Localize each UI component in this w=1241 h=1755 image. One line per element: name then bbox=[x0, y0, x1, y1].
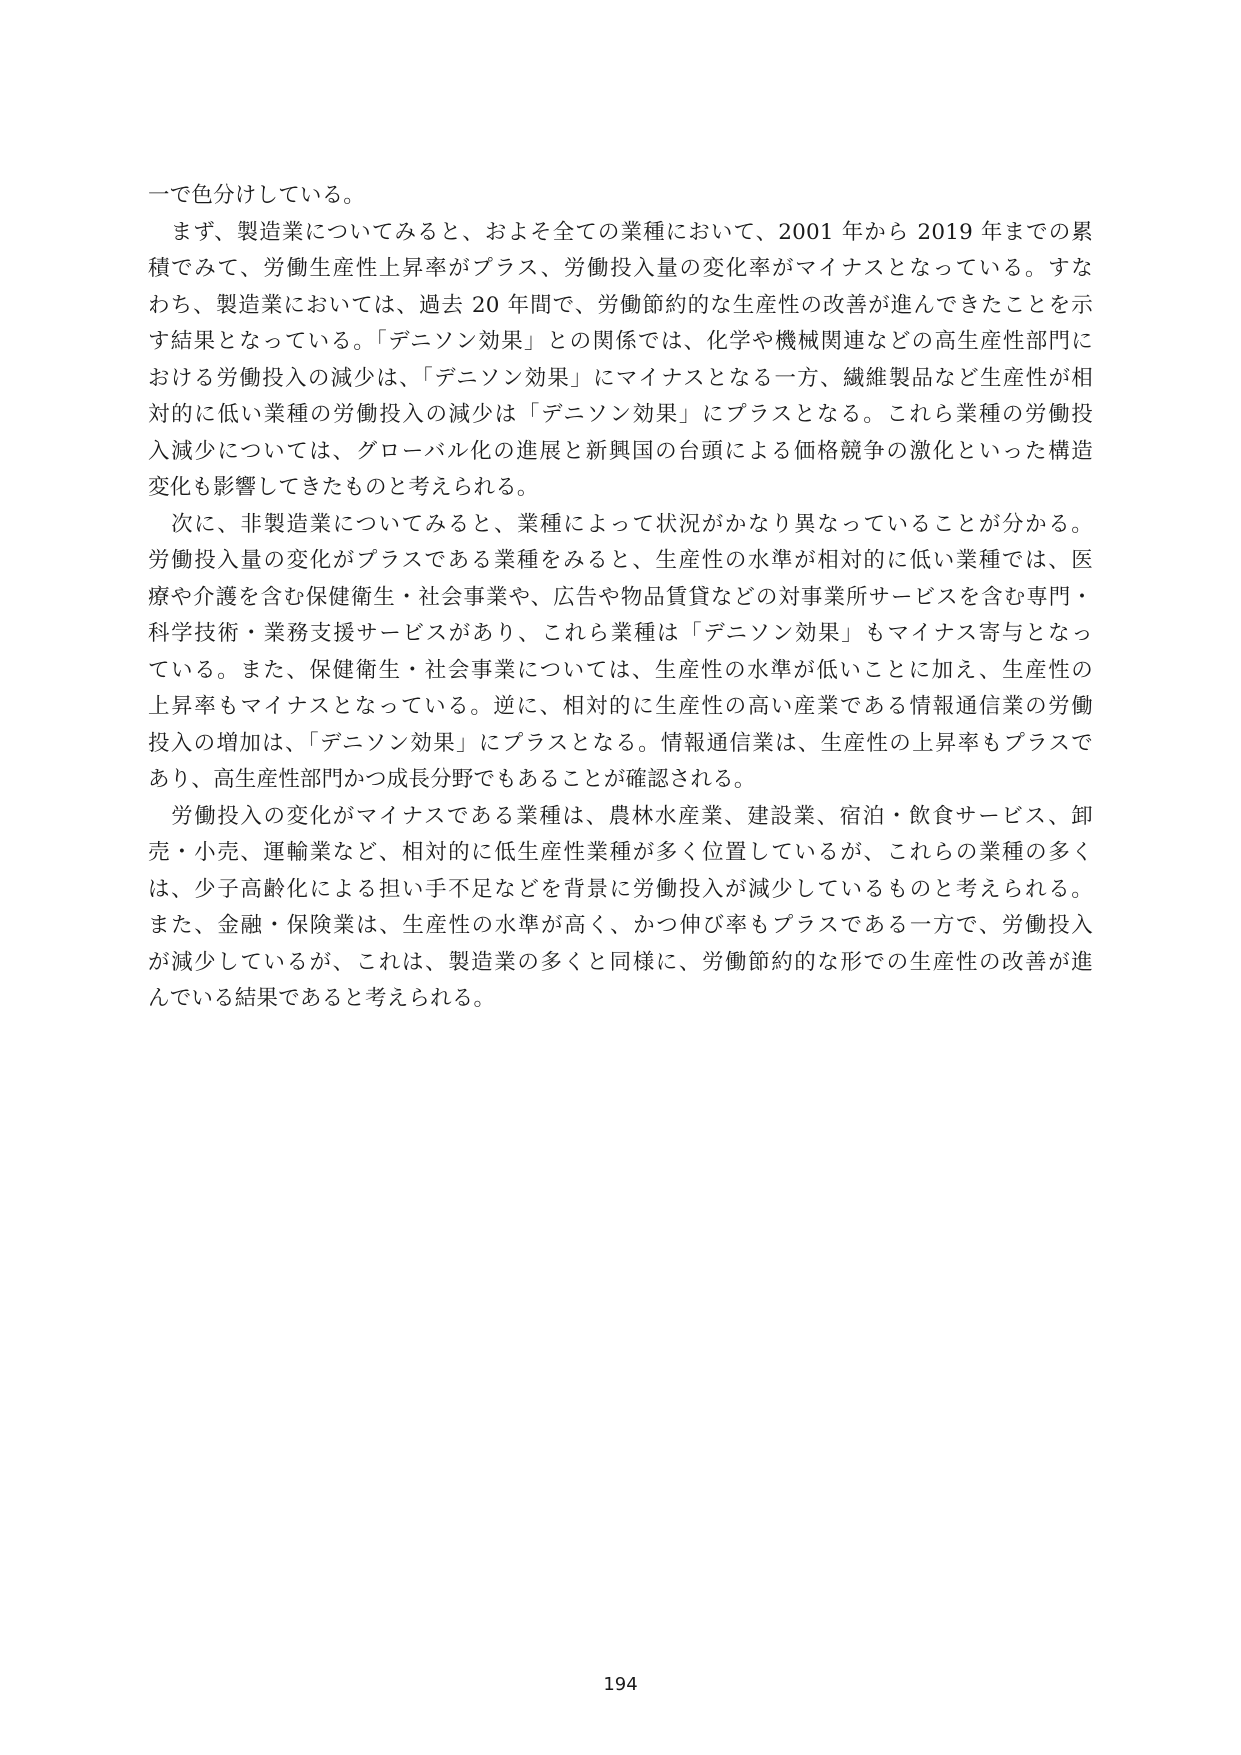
text-line: 売・小売、運輸業など、相対的に低生産性業種が多く位置しているが、これらの業種の多く bbox=[148, 840, 1093, 865]
text-line: 上昇率もマイナスとなっている。逆に、相対的に生産性の高い産業である情報通信業の労働 bbox=[148, 694, 1093, 719]
text-line: 変化も影響してきたものと考えられる。 bbox=[148, 475, 539, 500]
text-line: は、少子高齢化による担い手不足などを背景に労働投入が減少しているものと考えられる。 bbox=[148, 876, 1093, 902]
text-line: 入減少については、グローバル化の進展と新興国の台頭による価格競争の激化といった構造 bbox=[148, 438, 1093, 464]
text-line: また、金融・保険業は、生産性の水準が高く、かつ伸び率もプラスである一方で、労働投入 bbox=[148, 913, 1093, 938]
text-line: 療や介護を含む保健衛生・社会事業や、広告や物品賃貸などの対事業所サービスを含む専門・ bbox=[148, 584, 1093, 610]
text-line: 次に、非製造業についてみると、業種によって状況がかなり異なっていることが分かる。 bbox=[148, 511, 1093, 537]
text-line: 投入の増加は、「デニソン効果」にプラスとなる。情報通信業は、生産性の上昇率もプラスで bbox=[148, 730, 1093, 756]
text-line: わち、製造業においては、過去 20 年間で、労働節約的な生産性の改善が進んできたことを示 bbox=[148, 292, 1093, 318]
text-line: あり、高生産性部門かつ成長分野でもあることが確認される。 bbox=[148, 767, 756, 792]
text-line: おける労働投入の減少は、「デニソン効果」にマイナスとなる一方、繊維製品など生産性が相 bbox=[148, 365, 1093, 391]
page-number: 194 bbox=[603, 1674, 638, 1695]
text-line: 積でみて、労働生産性上昇率がプラス、労働投入量の変化率がマイナスとなっている。すな bbox=[148, 256, 1093, 281]
text-line: 一で色分けしている。 bbox=[148, 183, 366, 208]
text-line: 科学技術・業務支援サービスがあり、これら業種は「デニソン効果」もマイナス寄与となっ bbox=[148, 621, 1093, 646]
body-text bbox=[148, 178, 1093, 1018]
text-line: ている。また、保健衛生・社会事業については、生産性の水準が低いことに加え、生産性の bbox=[148, 657, 1093, 683]
text-line: す結果となっている。「デニソン効果」との関係では、化学や機械関連などの高生産性部門に bbox=[148, 329, 1093, 354]
text-line: 労働投入の変化がマイナスである業種は、農林水産業、建設業、宿泊・飲食サービス、卸 bbox=[148, 803, 1093, 829]
text-line: んでいる結果であると考えられる。 bbox=[148, 986, 496, 1011]
text-line: 対的に低い業種の労働投入の減少は「デニソン効果」にプラスとなる。これら業種の労働投 bbox=[148, 402, 1093, 427]
text-line: 労働投入量の変化がプラスである業種をみると、生産性の水準が相対的に低い業種では、医 bbox=[148, 548, 1093, 573]
text-line: まず、製造業についてみると、およそ全ての業種において、2001 年から 2019 年までの累 bbox=[148, 219, 1093, 245]
text-line: が減少しているが、これは、製造業の多くと同様に、労働節約的な形での生産性の改善が進 bbox=[148, 949, 1093, 975]
